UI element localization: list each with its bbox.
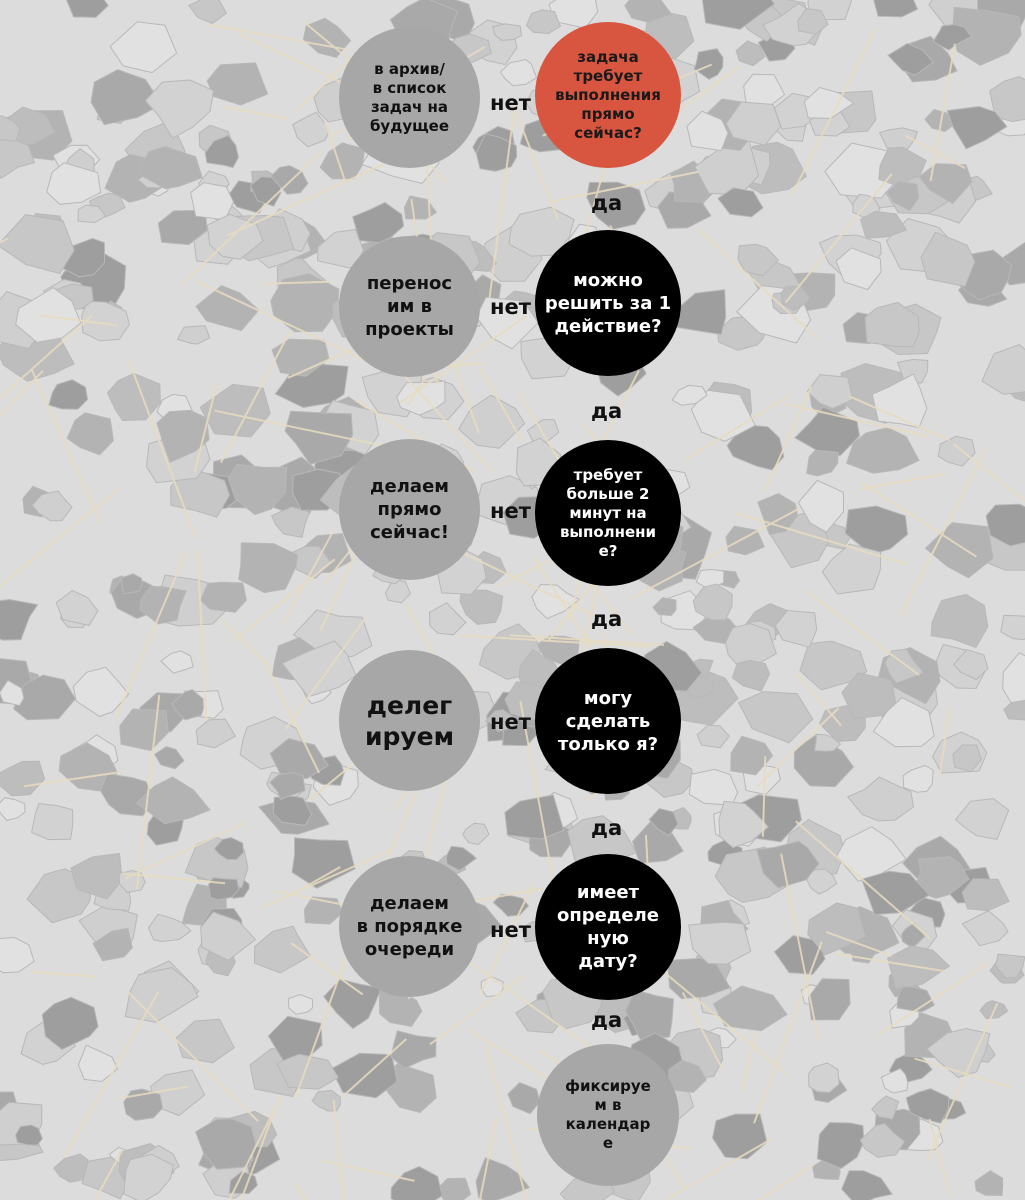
outcome-do-in-order: делаем в порядке очереди — [339, 856, 480, 997]
pebble — [288, 995, 312, 1015]
outcome-move-to-projects: перенос им в проекты — [339, 236, 480, 377]
pebble — [16, 1125, 43, 1145]
outcome-record-in-calendar: фиксируе м в календар е — [537, 1044, 679, 1186]
yes-label: да — [591, 607, 623, 631]
yes-label: да — [591, 191, 623, 215]
no-label: нет — [490, 295, 531, 319]
question-only-i-can: могу сделать только я? — [535, 648, 681, 794]
outcome-delegate: делег ируем — [339, 650, 480, 791]
question-needs-doing-now: задача требует выполнения прямо сейчас? — [535, 22, 681, 168]
yes-label: да — [591, 816, 623, 840]
outcome-do-now: делаем прямо сейчас! — [339, 439, 480, 580]
pebble — [122, 574, 143, 594]
yes-label: да — [591, 1008, 623, 1032]
no-label: нет — [490, 91, 531, 115]
pebble — [191, 183, 234, 220]
no-label: нет — [490, 499, 531, 523]
question-has-date: имеет определе ную дату? — [535, 854, 681, 1000]
pebble — [809, 1063, 839, 1093]
question-one-action: можно решить за 1 действие? — [535, 230, 681, 376]
yes-label: да — [591, 399, 623, 423]
question-more-than-two-minutes: требует больше 2 минут на выполнени е? — [535, 440, 681, 586]
no-label: нет — [490, 710, 531, 734]
no-label: нет — [490, 918, 531, 942]
outcome-archive: в архив/ в список задач на будущее — [339, 27, 480, 168]
pebble — [696, 570, 724, 588]
pebble — [32, 804, 73, 840]
